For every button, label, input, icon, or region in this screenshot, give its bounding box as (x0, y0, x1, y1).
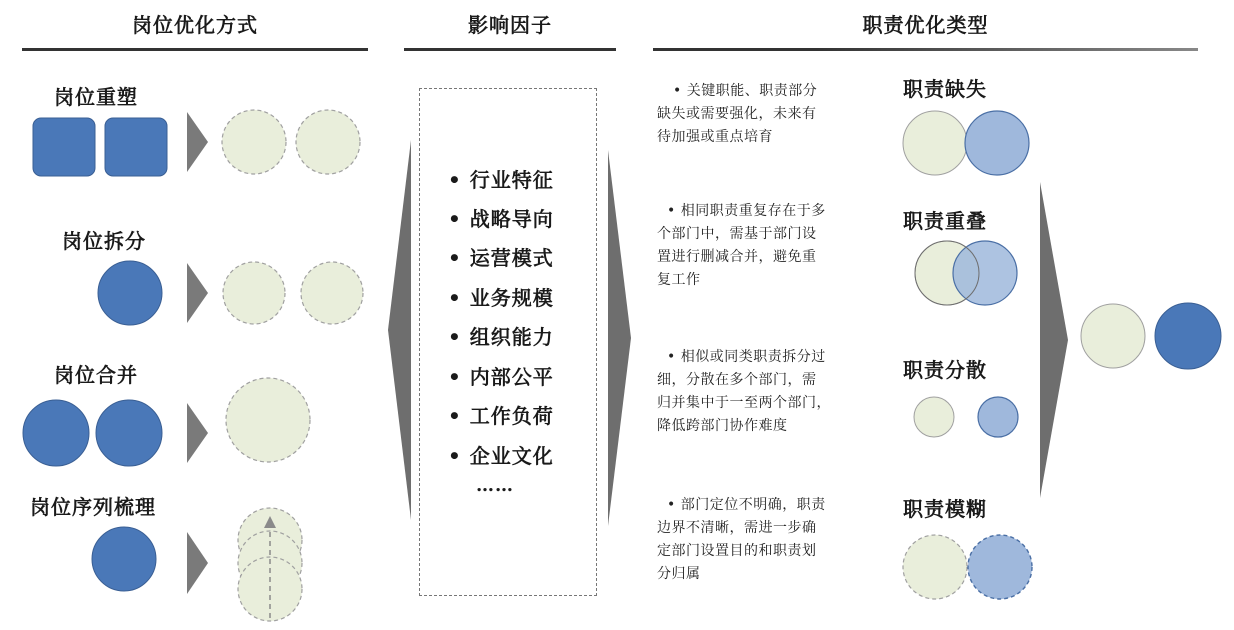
position-square (105, 118, 167, 176)
position-circle-dashed (296, 110, 360, 174)
result-circle-light (1081, 304, 1145, 368)
position-circle-dashed (226, 378, 310, 462)
desc-line: 待加强或重点培育 (657, 129, 773, 145)
duty-circle-light-dashed (903, 535, 967, 599)
duty-circle-blue (978, 397, 1018, 437)
type-label-scattered: 职责分散 (903, 358, 987, 382)
method-label-reshape: 岗位重塑 (54, 85, 138, 109)
result-arrow-icon (1040, 182, 1068, 498)
desc-line: 定部门设置目的和职责划 (657, 543, 817, 559)
position-square (33, 118, 95, 176)
desc-line: • 关键职能、职责部分 (673, 83, 818, 99)
desc-line: 复工作 (657, 272, 701, 288)
methods-header: 岗位优化方式 (132, 13, 258, 37)
factor-item: • 内部公平 (448, 365, 554, 389)
desc-line: • 相同职责重复存在于多 (667, 203, 826, 219)
factor-item: • 工作负荷 (448, 404, 554, 428)
factor-item: • 业务规模 (448, 286, 554, 310)
position-circle-dashed (222, 110, 286, 174)
right-arrow-icon (187, 403, 208, 463)
position-circle-dashed (301, 262, 363, 324)
position-circle (98, 261, 162, 325)
duty-circle-blue (953, 241, 1017, 305)
right-big-arrow-icon (608, 150, 631, 526)
duty-circle-blue (965, 111, 1029, 175)
desc-line: 边界不清晰，需进一步确 (657, 520, 817, 536)
factor-item: • 企业文化 (448, 444, 554, 468)
type-label-blurred: 职责模糊 (903, 497, 987, 521)
factor-item: • 组织能力 (448, 325, 554, 349)
duty-circle-light (914, 397, 954, 437)
desc-line: • 部门定位不明确，职责 (667, 497, 826, 513)
method-label-split: 岗位拆分 (62, 229, 146, 253)
result-circle-blue (1155, 303, 1221, 369)
right-arrow-icon (187, 532, 208, 594)
type-label-overlap: 职责重叠 (903, 209, 987, 233)
method-label-sequence: 岗位序列梳理 (30, 495, 156, 519)
position-circle (92, 527, 156, 591)
desc-line: 降低跨部门协作难度 (657, 418, 788, 434)
desc-line: 分归属 (657, 566, 701, 582)
position-circle (23, 400, 89, 466)
factor-item: • 行业特征 (448, 168, 554, 192)
left-big-arrow-icon (388, 140, 411, 520)
factor-item: • 战略导向 (448, 207, 554, 231)
right-arrow-icon (187, 112, 208, 172)
right-arrow-icon (187, 263, 208, 323)
desc-line: 缺失或需要强化，未来有 (657, 106, 817, 122)
desc-line: 细，分散在多个部门，需 (657, 372, 817, 388)
factors-header: 影响因子 (468, 13, 552, 37)
factor-ellipsis: …… (476, 475, 514, 496)
types-header: 职责优化类型 (862, 13, 989, 37)
desc-line: • 相似或同类职责拆分过 (667, 349, 826, 365)
duty-circle-light (903, 111, 967, 175)
desc-line: 个部门中，需基于部门设 (657, 226, 817, 242)
desc-line: 置进行删减合并，避免重 (657, 249, 817, 265)
duty-circle-blue-dashed (968, 535, 1032, 599)
desc-line: 归并集中于一至两个部门， (657, 395, 831, 411)
position-circle-dashed (223, 262, 285, 324)
method-label-merge: 岗位合并 (54, 363, 138, 387)
position-circle (96, 400, 162, 466)
type-label-missing: 职责缺失 (903, 77, 987, 101)
factor-item: • 运营模式 (448, 246, 554, 270)
